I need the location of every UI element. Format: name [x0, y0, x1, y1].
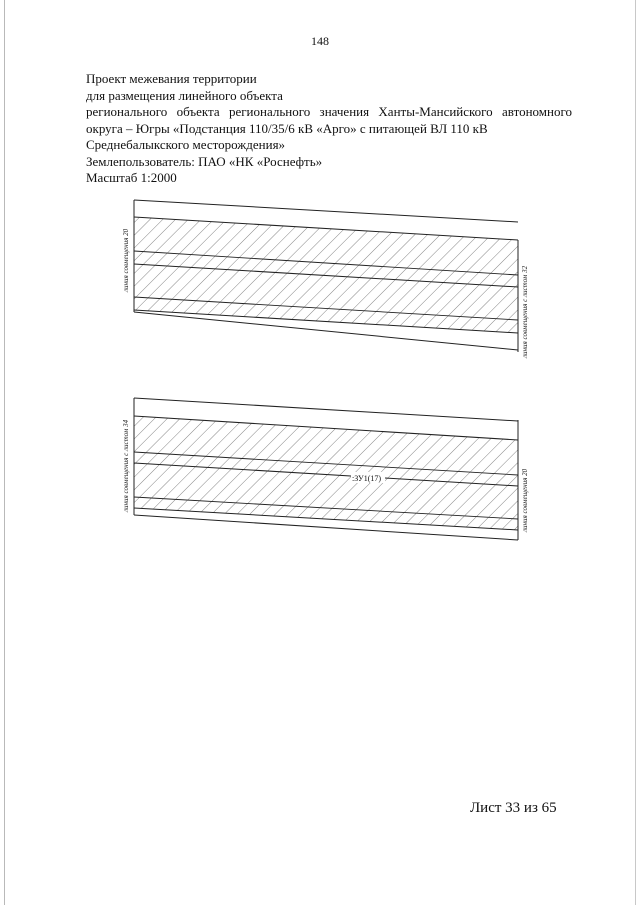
scale-line: Масштаб 1:2000 — [86, 170, 177, 185]
alignment-label-left-lower: линия совмещения с листом 34 — [122, 419, 130, 512]
page-number: 148 — [311, 34, 329, 48]
header-line-1: Проект межевания территории — [86, 71, 257, 86]
lower-fragment — [122, 398, 529, 540]
header-line-4: округа – Югры «Подстанция 110/35/6 кВ «Арго» с питающей ВЛ 110 кВ — [86, 120, 488, 136]
alignment-label-left-upper: линия совмещения 20 — [122, 228, 130, 292]
header-line-2: для размещения линейного объекта — [86, 87, 283, 103]
alignment-label-right-lower: линия совмещения 20 — [521, 468, 529, 532]
landowner-line: Землепользователь: ПАО «НК «Роснефть» — [86, 153, 323, 169]
upper-fragment — [122, 200, 529, 359]
parcel-label: :ЗУ1(17) — [352, 474, 382, 483]
alignment-label-right-upper: линия совмещения с листом 32 — [521, 265, 529, 358]
header-line-3: регионального объекта регионального значения Ханты-Мансийского автономного — [86, 104, 572, 119]
header-line-5: Среднебалыкского месторождения» — [86, 137, 286, 152]
sheet-counter: Лист 33 из 65 — [470, 800, 557, 816]
boundary-line — [134, 200, 518, 222]
boundary-line — [134, 398, 518, 421]
